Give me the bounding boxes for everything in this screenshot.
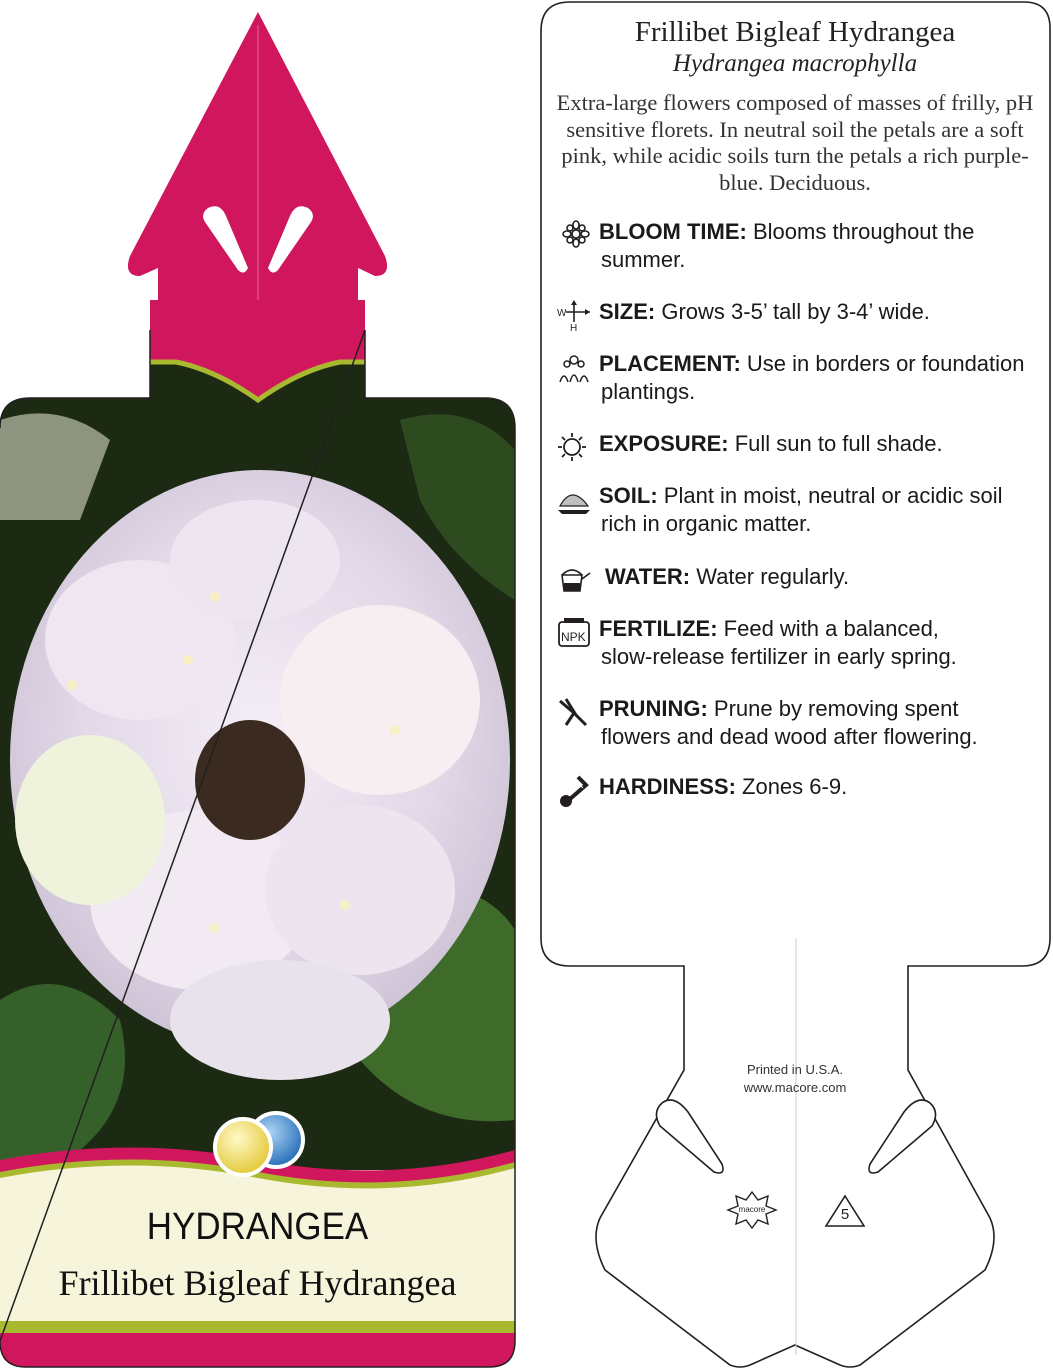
thermometer-icon xyxy=(556,775,592,807)
size-icon xyxy=(556,300,592,332)
size-icon-w-label: W xyxy=(557,308,567,319)
website-link[interactable]: www.macore.com xyxy=(743,1080,847,1095)
watering-can-icon xyxy=(556,565,592,597)
scientific-name: Hydrangea macrophylla xyxy=(672,50,918,77)
placement-icon xyxy=(556,352,592,384)
fertilizer-icon-label: NPK xyxy=(561,630,586,644)
flower-icon xyxy=(556,220,592,252)
size-icon-h-label: H xyxy=(570,323,578,332)
front-common-name: Frillibet Bigleaf Hydrangea xyxy=(58,1263,457,1303)
fertilizer-icon xyxy=(556,617,592,649)
recycle-number: 5 xyxy=(840,1206,850,1223)
front-genus-label: HYDRANGEA xyxy=(146,1206,369,1248)
printed-in-usa: Printed in U.S.A. xyxy=(746,1062,844,1077)
pruners-icon xyxy=(556,697,592,729)
sun-icon xyxy=(556,432,592,464)
plant-description: Extra-large flowers composed of masses of frilly, pH sensitive florets. In neutral soil the petals are a soft pink, while acidic soils turn the petals a rich purple-blue. Deciduous. xyxy=(556,90,1034,195)
macore-logo-text: macore xyxy=(738,1205,766,1214)
soil-icon xyxy=(556,484,592,516)
back-title: Frillibet Bigleaf Hydrangea xyxy=(634,16,956,48)
